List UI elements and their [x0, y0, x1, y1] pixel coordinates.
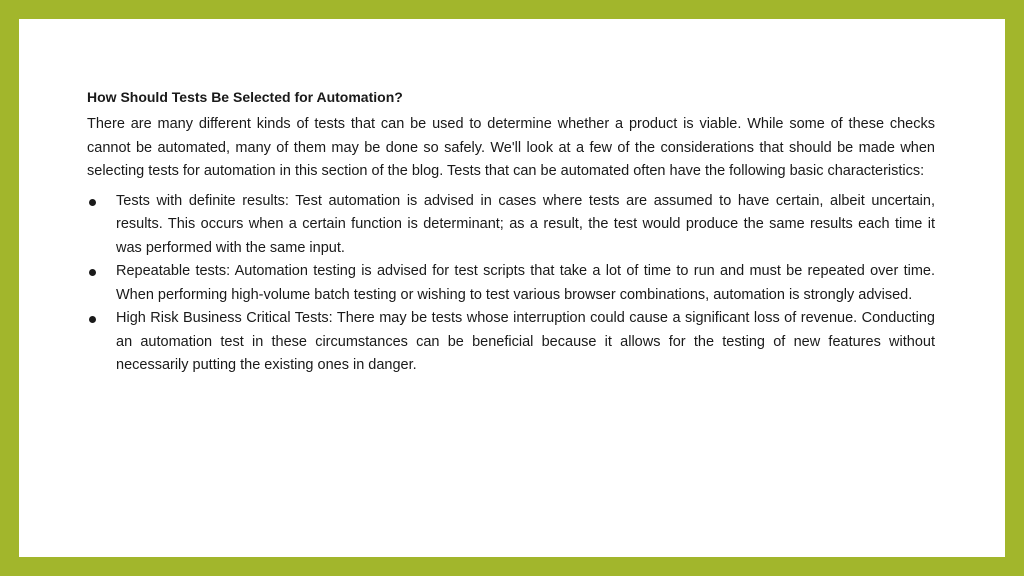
bullet-icon: [89, 269, 96, 276]
bullet-icon: [89, 316, 96, 323]
slide-content: [87, 87, 935, 378]
intro-paragraph: There are many different kinds of tests that can be used to determine whether a product is viable. While some of these checks cannot be automated, many of them may be done so safely. We'll look at a few of the considerations that should be made when selecting tests for automation in this section of the blog. Tests that can be automated often have the following basic characteristics:: [87, 116, 935, 179]
section-heading: How Should Tests Be Selected for Automation?: [87, 89, 403, 105]
bullet-icon: [89, 199, 96, 206]
list-item-text: Tests with definite results: Test automation is advised in cases where tests are assumed to have certain, albeit uncertain, results. This occurs when a certain function is determinant; as a result, the test would produce the same results each time it was performed with the same input.: [116, 192, 935, 256]
list-item-text: High Risk Business Critical Tests: There may be tests whose interruption could cause a significant loss of revenue. Conducting an automation test in these circumstances can be beneficial because it allows for the testing of new features without necessarily putting the existing ones in danger.: [116, 310, 935, 373]
slide-frame: [19, 19, 1005, 557]
list-item: [87, 260, 935, 307]
list-item: [87, 190, 935, 261]
list-item-text: Repeatable tests: Automation testing is advised for test scripts that take a lot of time to run and must be repeated over time. When performing high-volume batch testing or wishing to test various browser combinations, automation is strongly advised.: [116, 263, 935, 303]
list-item: [87, 307, 935, 378]
characteristics-list: [87, 190, 935, 378]
